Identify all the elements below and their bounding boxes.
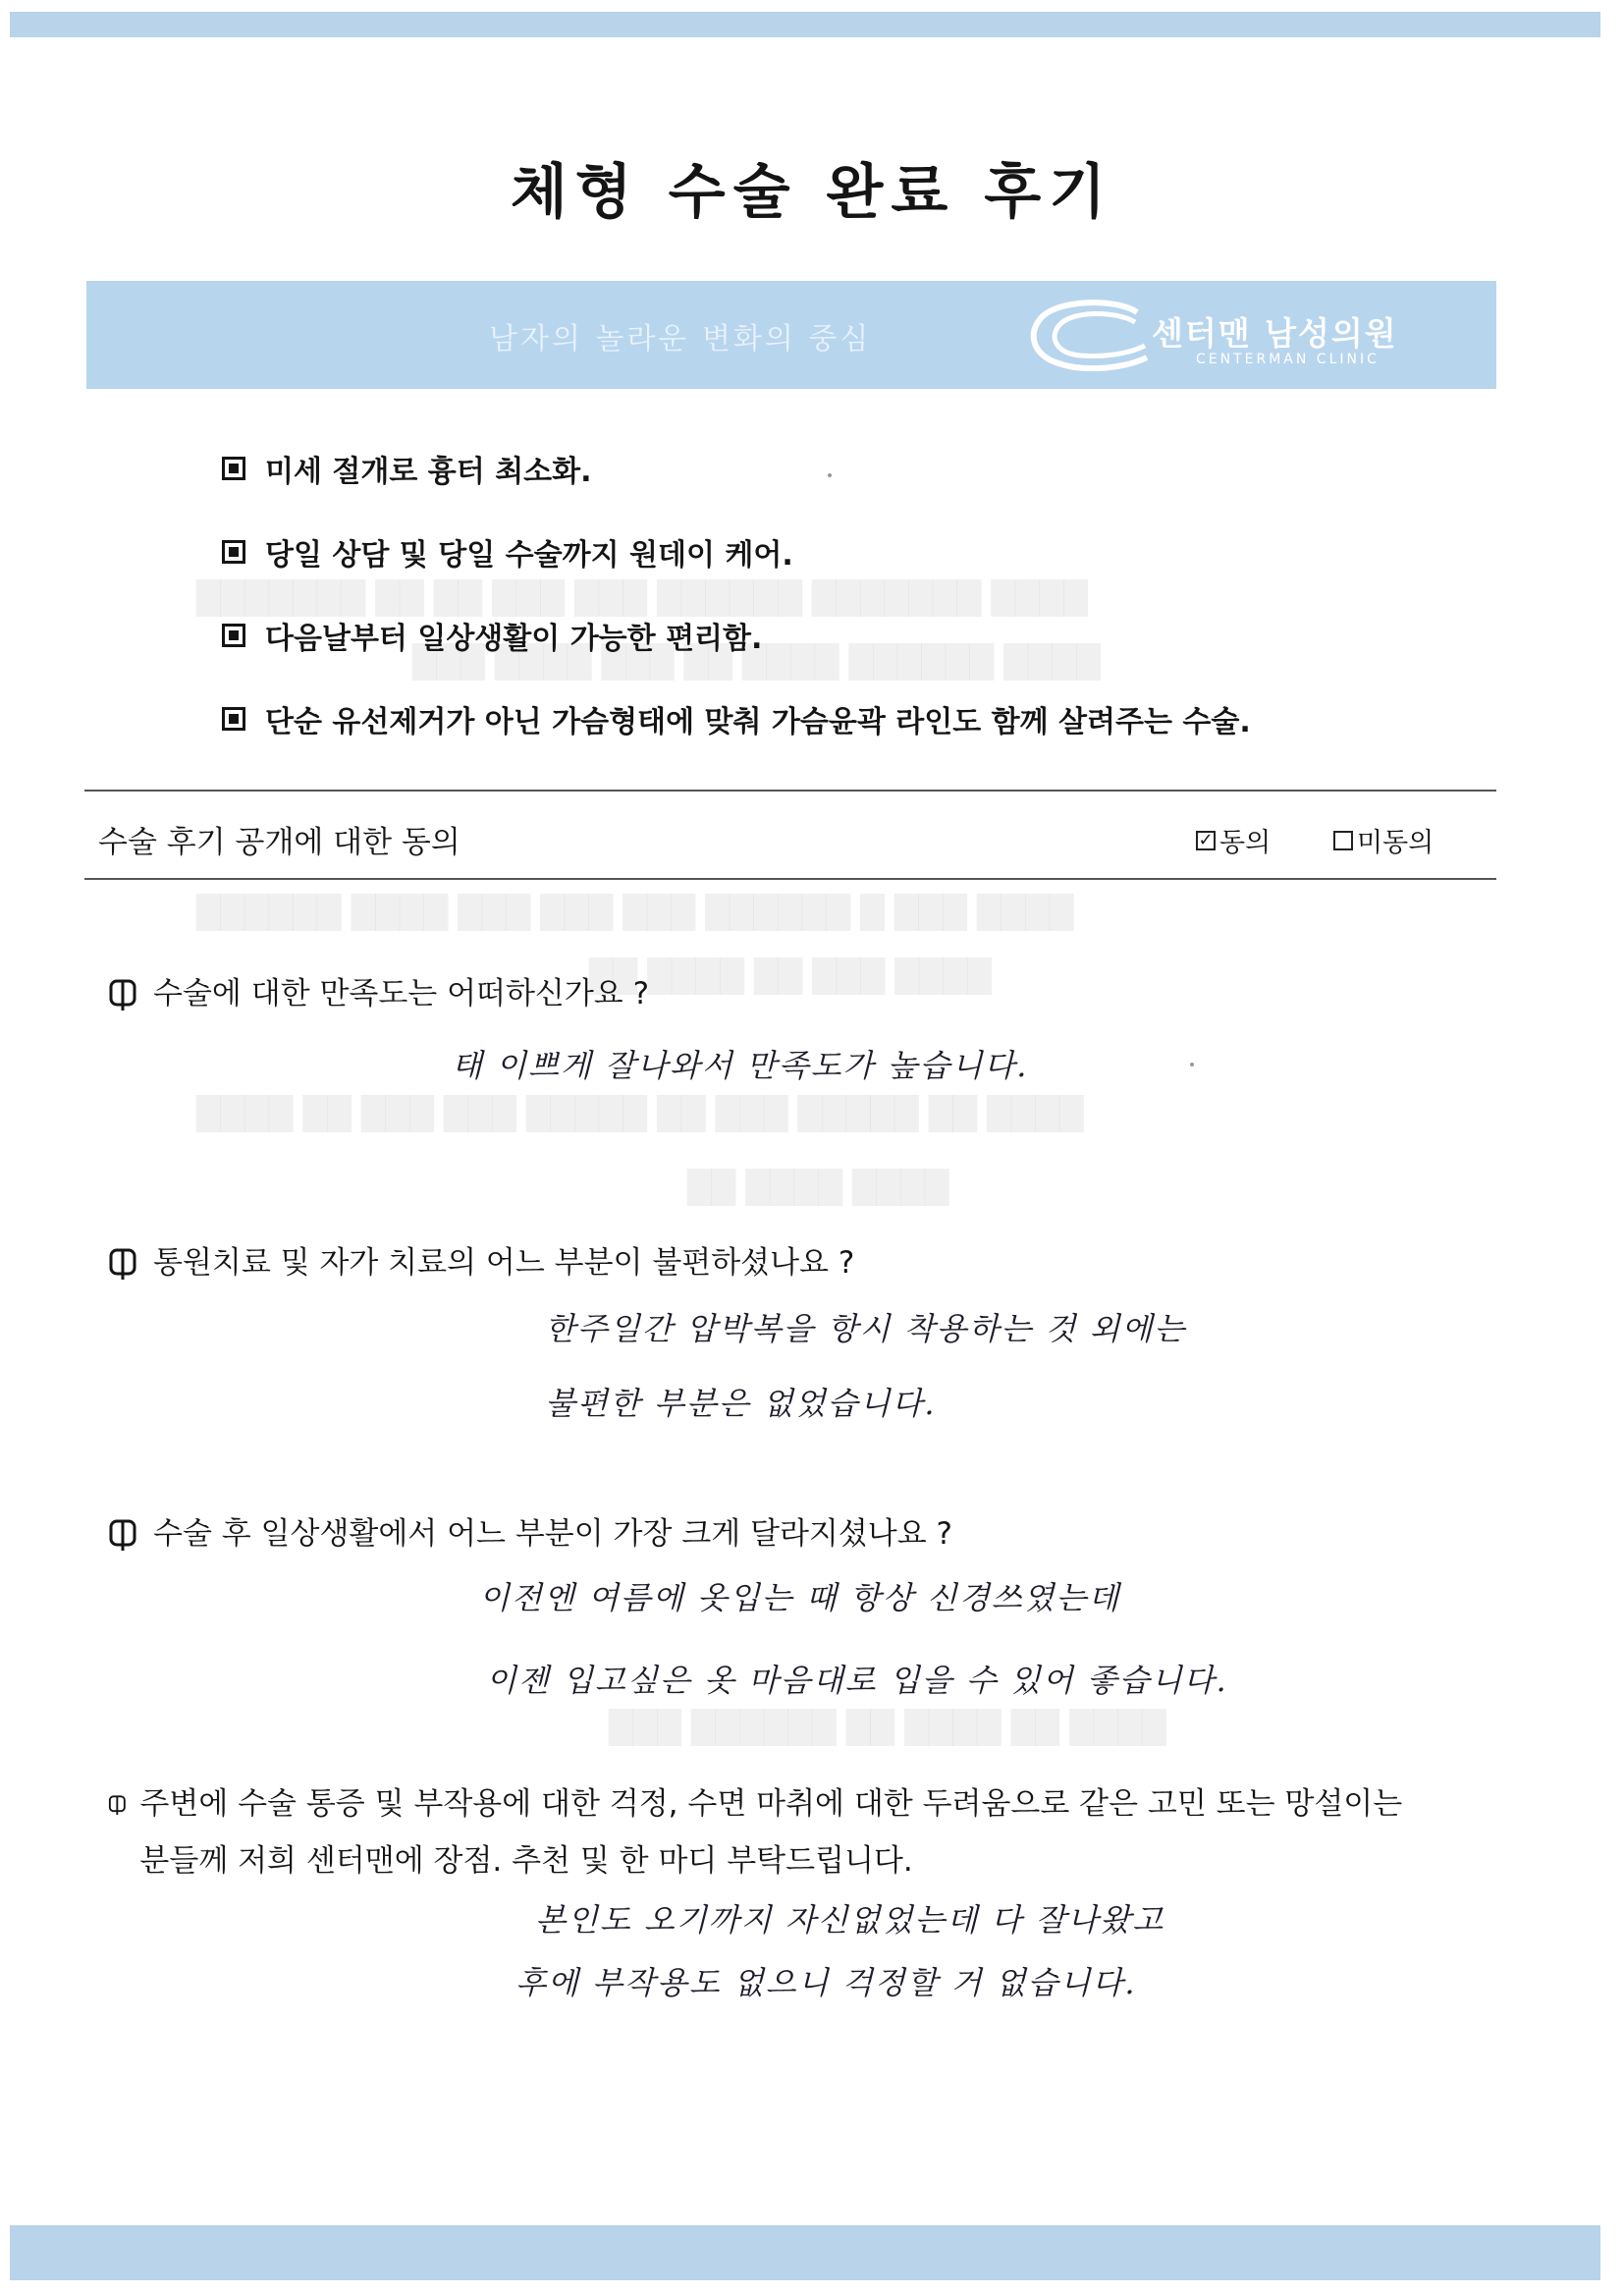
- divider-bottom: [84, 878, 1496, 880]
- bleed-through-text: ████ ███ ██ ████ ██: [589, 957, 992, 995]
- scan-speck: [828, 473, 832, 477]
- banner-slogan: 남자의 놀라운 변화의 중심: [489, 322, 872, 356]
- clinic-logo-name: 센터맨 남성의원: [1152, 314, 1398, 353]
- question-text: 수술 후 일상생활에서 어느 부분이 가장 크게 달라지셨나요 ?: [153, 1516, 952, 1552]
- divider-top: [84, 790, 1496, 792]
- feature-bullet: [222, 697, 1251, 740]
- empty-checkbox-icon[interactable]: [1333, 831, 1353, 850]
- q-marker-icon: [108, 977, 143, 1012]
- feature-bullet: [222, 530, 793, 574]
- bleed-through-text: ████ ██ ████ ██ ██████ ███: [609, 1709, 1166, 1746]
- bleed-through-text: ████ ██████ ████ ██ ███ ████ ███: [412, 643, 1101, 681]
- consent-disagree-option[interactable]: [1333, 821, 1434, 859]
- checked-checkbox-icon[interactable]: ✓: [1196, 831, 1216, 850]
- feature-bullet: [222, 447, 592, 490]
- scan-speck: [1190, 1063, 1194, 1066]
- bottom-color-strip: [10, 2225, 1600, 2280]
- question-4: [108, 1785, 1414, 1889]
- question-text: 주변에 수술 통증 및 부작용에 대한 걱정, 수면 마취에 대한 두려움으로 같은 고민 또는 망설이는 분들께 저희 센터맨에 장점. 추천 및 한 마디 부탁드립니다.: [139, 1786, 1403, 1879]
- feature-bullet-text: 당일 상담 및 당일 수술까지 원데이 케어.: [265, 538, 793, 573]
- bleed-through-text: ████ ███████ ██████ ███ ███ ██ ██ ███████: [196, 579, 1088, 617]
- question-3: [108, 1515, 1443, 1562]
- clinic-logo-icon: [1019, 299, 1157, 371]
- feature-bullet-text: 다음날부터 일상생활이 가능한 편리함.: [265, 622, 763, 656]
- handwritten-answer: 이젠 입고싶은 옷 마음대로 입을 수 있어 좋습니다.: [486, 1662, 1228, 1699]
- q-marker-icon: [108, 1787, 130, 1823]
- handwritten-answer: 이전엔 여름에 옷입는 때 항상 신경쓰였는데: [479, 1579, 1121, 1616]
- handwritten-answer: 한주일간 압박복을 항시 착용하는 것 외에는: [545, 1310, 1187, 1347]
- square-bullet-icon: [222, 624, 245, 647]
- handwritten-answer: 태 이쁘게 잘나와서 만족도가 높습니다.: [452, 1047, 1029, 1084]
- page-title: 체형 수술 완료 후기: [510, 158, 1114, 227]
- square-bullet-icon: [222, 457, 245, 480]
- consent-disagree-label: 미동의: [1357, 828, 1435, 858]
- handwritten-answer: 본인도 오기까지 자신없었는데 다 잘나왔고: [535, 1901, 1165, 1939]
- square-bullet-icon: [222, 540, 245, 564]
- bleed-through-text: ████ ██ █████ ███ ██ █████ ███ ███ ██ ████: [196, 1095, 1084, 1132]
- question-text: 수술에 대한 만족도는 어떠하신가요 ?: [153, 976, 650, 1011]
- feature-bullet-text: 미세 절개로 흉터 최소화.: [265, 455, 592, 489]
- top-color-strip: [10, 12, 1600, 37]
- q-marker-icon: [108, 1517, 143, 1553]
- square-bullet-icon: [222, 707, 245, 731]
- bleed-through-text: ████ ███ █ ██████ ███ ███ ███ ████ ██████: [196, 894, 1074, 931]
- consent-agree-label: 동의: [1219, 828, 1272, 858]
- clinic-logo-subtitle: CENTERMAN CLINIC: [1196, 352, 1380, 367]
- consent-agree-option[interactable]: [1196, 821, 1271, 859]
- feature-bullet: [222, 614, 762, 657]
- feature-bullet-text: 단순 유선제거가 아닌 가슴형태에 맞춰 가슴윤곽 라인도 함께 살려주는 수술.: [265, 705, 1251, 739]
- question-2: [108, 1244, 1443, 1291]
- question-text: 통원치료 및 자가 치료의 어느 부분이 불편하셨나요 ?: [153, 1245, 855, 1281]
- bleed-through-text: ████ ████ ██: [687, 1169, 949, 1206]
- clinic-banner: [86, 281, 1496, 389]
- handwritten-answer: 불편한 부분은 없었습니다.: [545, 1385, 937, 1422]
- q-marker-icon: [108, 1246, 143, 1282]
- handwritten-answer: 후에 부작용도 없으니 걱정할 거 없습니다.: [515, 1964, 1137, 2001]
- question-1: [108, 975, 1443, 1022]
- consent-label: 수술 후기 공개에 대한 동의: [98, 825, 460, 860]
